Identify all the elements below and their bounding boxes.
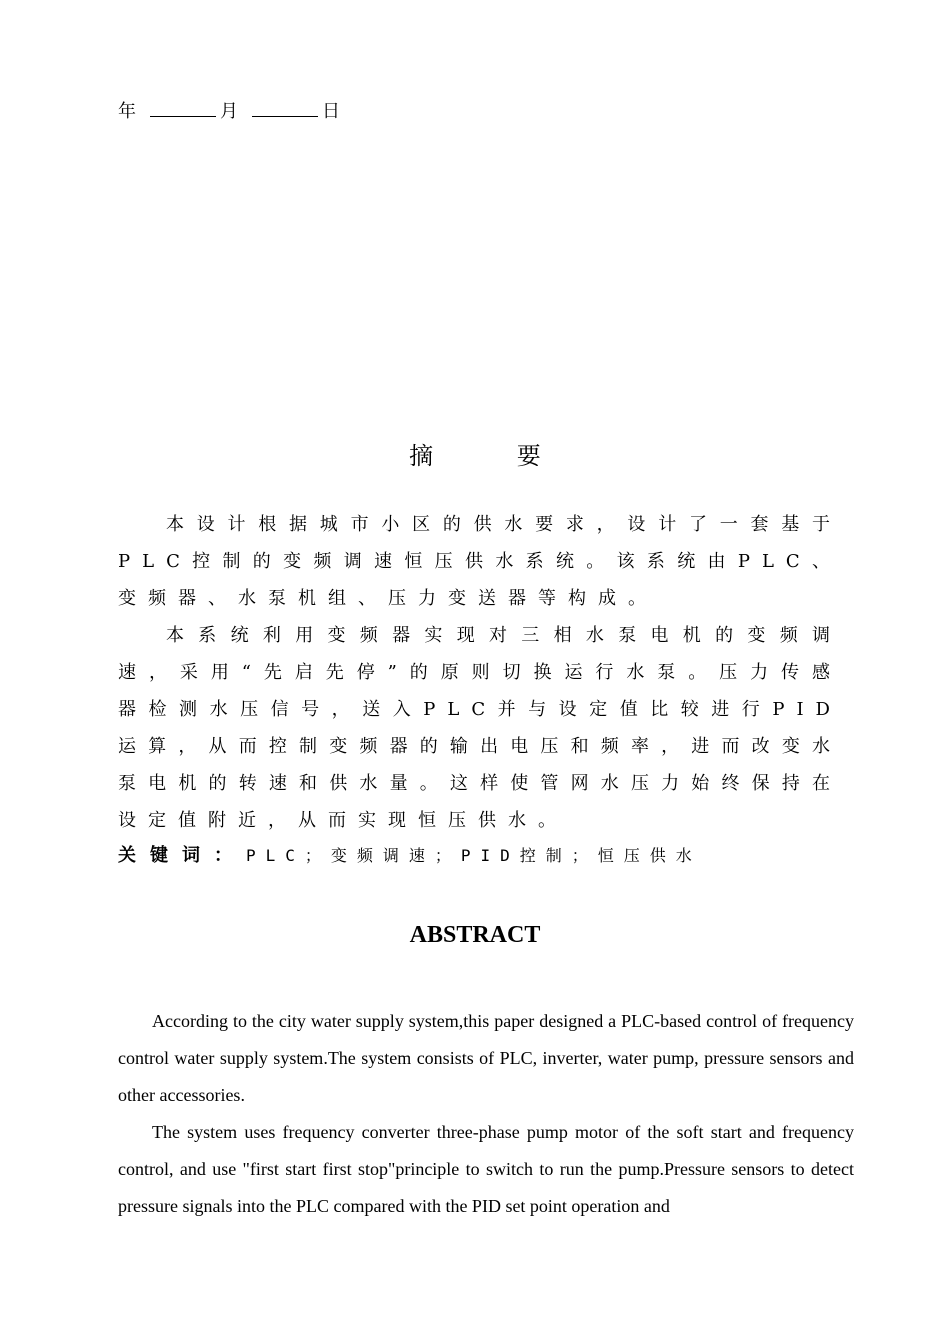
year-label: 年 [118,101,136,122]
chinese-abstract-body [118,506,842,839]
day-blank [252,100,318,117]
chinese-abstract-paragraph-2: 本系统利用变频器实现对三相水泵电机的变频调速，采用“先启先停”的原则切换运行水泵。压力传感器检测水压信号，送入PLC并与设定值比较进行PID运算，从而控制变频器的输出电压和频率，进而改变水泵电机的转速和供水量。这样使管网水压力始终保持在设定值附近，从而实现恒压供水。 [118,625,842,831]
english-abstract-body [118,1003,854,1225]
keywords-label: 关键词： [118,845,246,866]
chinese-abstract-paragraph-1: 本设计根据城市小区的供水要求，设计了一套基于PLC控制的变频调速恒压供水系统。该系统由PLC、变频器、水泵机组、压力变送器等构成。 [118,514,842,609]
day-label: 日 [322,101,340,122]
english-abstract-paragraph-2: The system uses frequency converter three-phase pump motor of the soft start and frequency control, and use "first start first stop"principle to switch to run the pump.Pressure sensors to detect pressure signals into the PLC compared with the PID set point operation and [118,1122,854,1216]
month-blank [150,100,216,117]
english-abstract-paragraph-1: According to the city water supply system,this paper designed a PLC-based control of frequency control water supply system.The system consists of PLC, inverter, water pump, pressure sensors and other accessories. [118,1011,854,1105]
month-label: 月 [220,101,238,122]
chinese-abstract-title: 摘 要 [409,442,579,470]
date-line [118,100,340,124]
chinese-keywords [118,841,702,871]
english-abstract-title: ABSTRACT [409,922,541,948]
keywords-value: PLC；变频调速；PID控制；恒压供水 [246,846,702,865]
